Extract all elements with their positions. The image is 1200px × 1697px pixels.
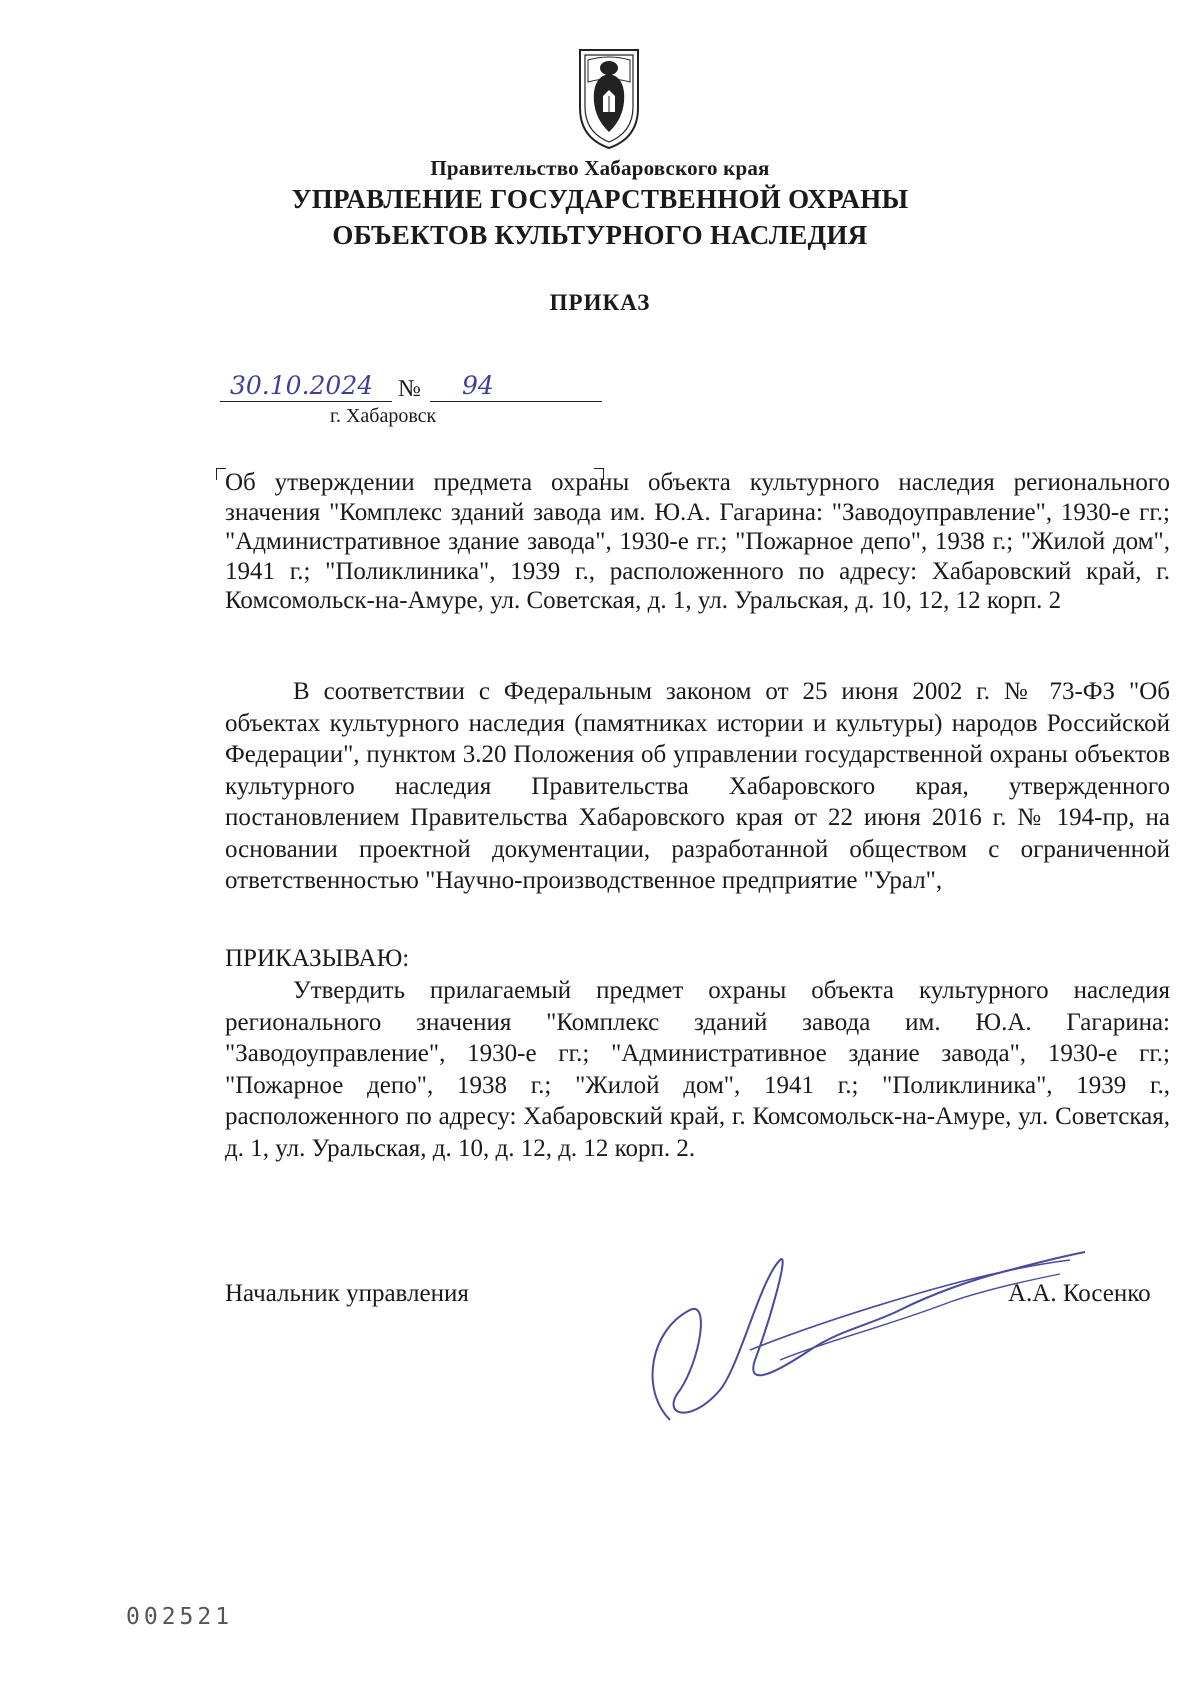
order-preamble: В соответствии с Федеральным законом от 25 июня 2002 г. № 73-ФЗ "Об объектах культурного наследия (памятниках истории и культуры) народов Российской Федерации", пунктом 3.20 Положения об управлении государственной охраны объектов культурного наследия Правительства Хабаровского края, утвержденного постановлением Правительства Хабаровского края от 22 июня 2016 г. № 194-пр, на основании проектной документации, разработанной обществом с ограниченной ответственностью "Научно-производственное предприятие "Урал", xyxy=(225,678,1170,894)
government-name: Правительство Хабаровского края xyxy=(430,156,770,180)
order-date-handwritten: 30.10.2024 xyxy=(230,371,374,400)
number-sign: № xyxy=(398,376,421,402)
signatory-name: А.А. Косенко xyxy=(1008,1280,1151,1307)
department-name-line-2: ОБЪЕКТОВ КУЛЬТУРНОГО НАСЛЕДИЯ xyxy=(332,220,868,250)
coat-of-arms-emblem xyxy=(572,46,646,152)
signatory-title: Начальник управления xyxy=(225,1280,469,1307)
order-number-handwritten: 94 xyxy=(462,371,494,400)
order-directive-word: ПРИКАЗЫВАЮ: xyxy=(225,945,410,972)
order-decision: Утвердить прилагаемый предмет охраны объекта культурного наследия регионального значения "Комплекс зданий завода им. Ю.А. Гагарина: "Заводоуправление", 1930-е гг.; "Административное здание завода", 1930-е гг.; "Пожарное депо", 1938 г.; "Жилой дом", 1941 г.; "Поликлиника", 1939 г., расположенного по адресу: Хабаровский край, г. Комсомольск-на-Амуре, ул. Советская, д. 1, ул. Уральская, д. 10, д. 12, д. 12 корп. 2. xyxy=(225,977,1170,1162)
handwritten-signature xyxy=(630,1240,1090,1440)
city-label: г. Хабаровск xyxy=(330,405,437,427)
document-serial-number: 002521 xyxy=(126,1604,234,1630)
document-type-title: ПРИКАЗ xyxy=(549,290,651,315)
department-name-line-1: УПРАВЛЕНИЕ ГОСУДАРСТВЕННОЙ ОХРАНЫ xyxy=(291,184,909,214)
date-underline xyxy=(220,401,392,402)
order-subject: Об утверждении предмета охраны объекта культурного наследия регионального значения "Комплекс зданий завода им. Ю.А. Гагарина: "Заводоуправление", 1930-е гг.; "Административное здание завода", 1930-е гг.; "Пожарное депо", 1938 г.; "Жилой дом", 1941 г.; "Поликлиника", 1939 г., расположенного по адресу: Хабаровский край, г. Комсомольск-на-Амуре, ул. Советская, д. 1, ул. Уральская, д. 10, 12, 12 корп. 2 xyxy=(225,469,1170,614)
number-underline xyxy=(430,401,602,402)
